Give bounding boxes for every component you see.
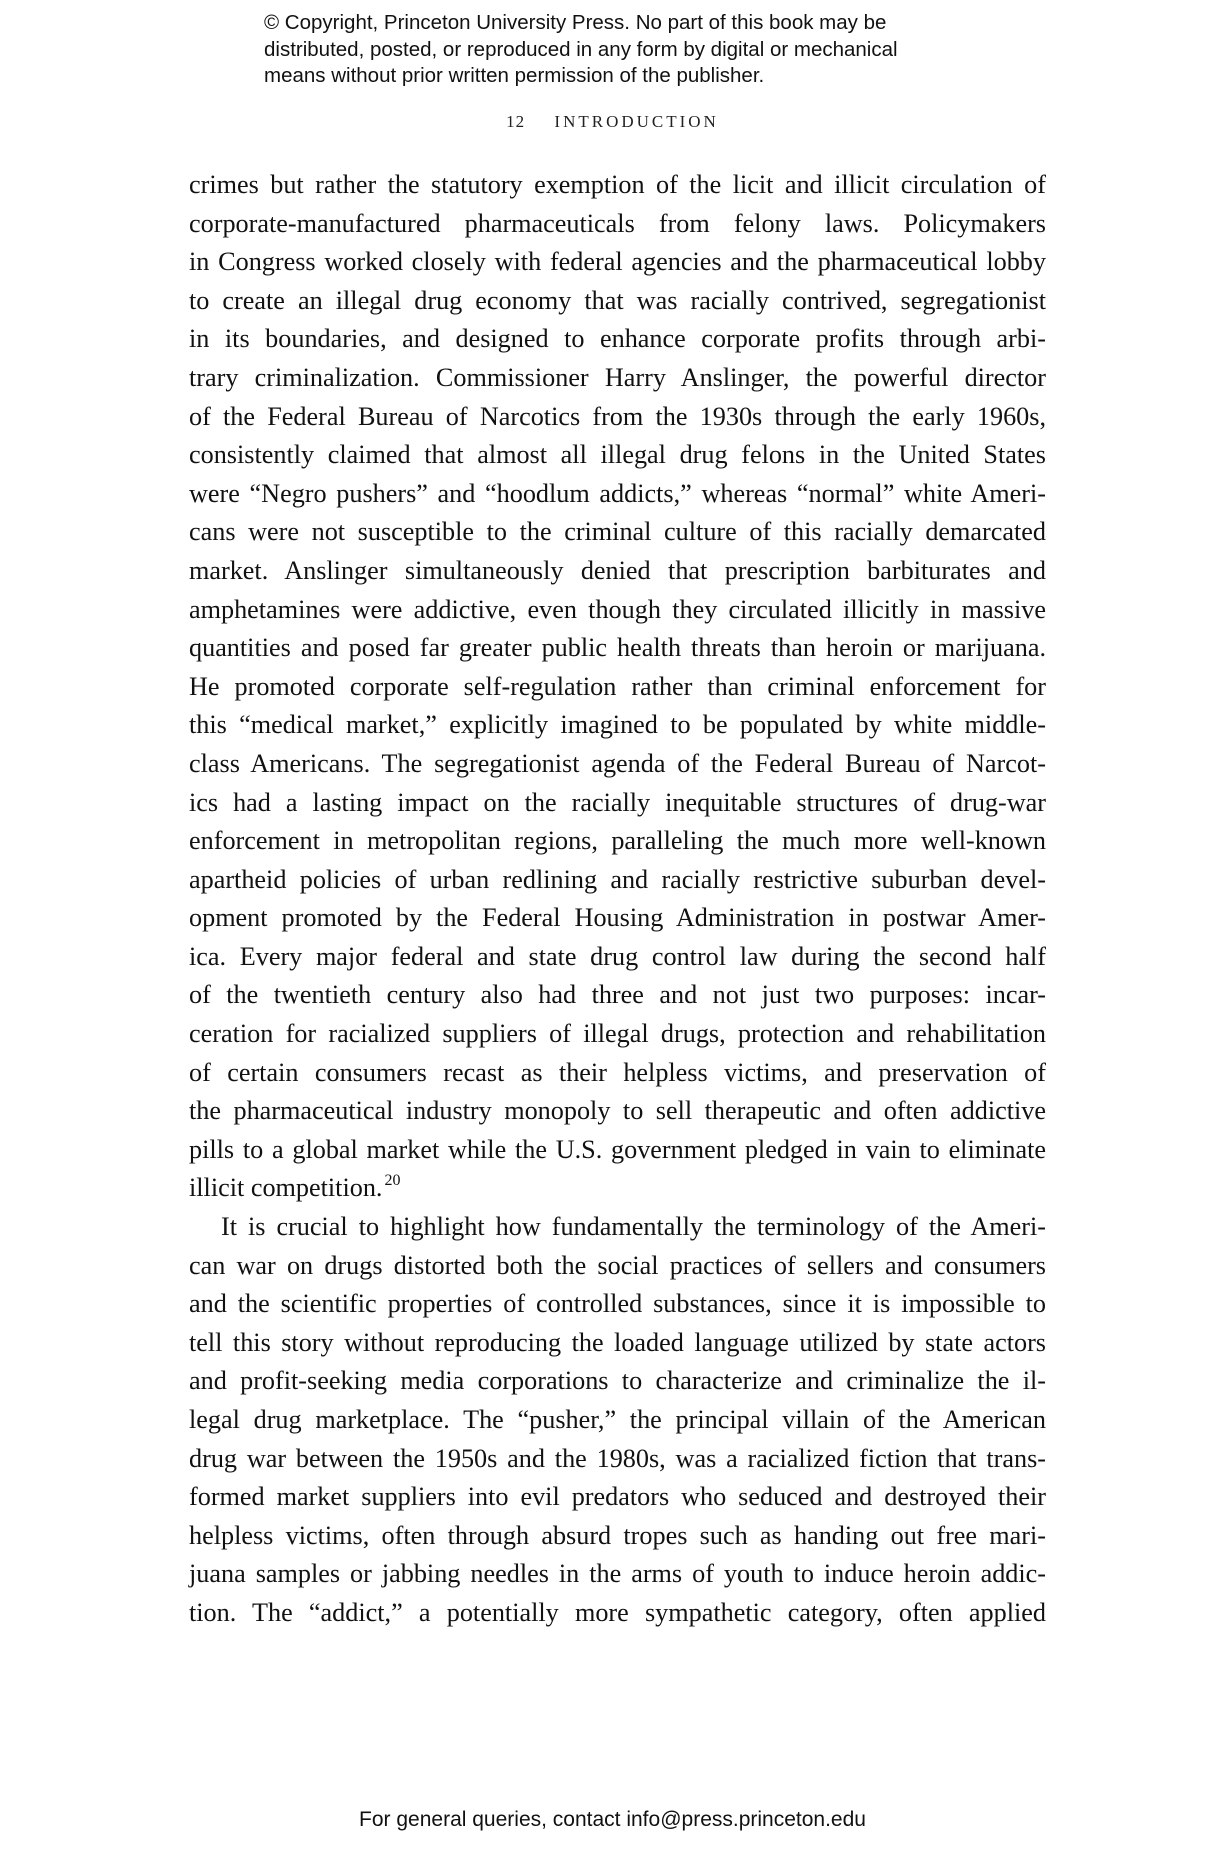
text-line: amphetamines were addictive, even though they circulated illicitly in massive xyxy=(189,594,1046,624)
body-text xyxy=(189,166,1046,1633)
text-line: market. Anslinger simultaneously denied that prescription barbiturates and xyxy=(189,555,1046,585)
text-line: tion. The “addict,” a potentially more sympathetic category, often applied xyxy=(189,1597,1046,1627)
chapter-title: INTRODUCTION xyxy=(554,112,719,131)
text-line: pills to a global market while the U.S. government pledged in vain to eliminate xyxy=(189,1134,1046,1164)
text-line: opment promoted by the Federal Housing Administration in postwar Amer- xyxy=(189,903,1046,933)
text-line: ics had a lasting impact on the racially inequitable structures of drug-war xyxy=(189,787,1046,817)
copyright-line: distributed, posted, or reproduced in any form by digital or mechanical xyxy=(264,37,898,61)
text-line: were “Negro pushers” and “hoodlum addicts,” whereas “normal” white Ameri- xyxy=(189,478,1046,508)
text-line: of the Federal Bureau of Narcotics from the 1930s through the early 1960s, xyxy=(189,401,1046,431)
text-line: legal drug marketplace. The “pusher,” the principal villain of the American xyxy=(189,1405,1046,1434)
text-line: crimes but rather the statutory exemption of the licit and illicit circulation of xyxy=(189,170,1046,199)
text-line: of the twentieth century also had three and not just two purposes: incar- xyxy=(189,980,1046,1010)
text-line: and profit-seeking media corporations to characterize and criminalize the il- xyxy=(189,1366,1046,1396)
page-number: 12 xyxy=(506,112,526,131)
paragraph-2 xyxy=(189,1208,1046,1633)
text-line: enforcement in metropolitan regions, paralleling the much more well-known xyxy=(189,826,1046,856)
text-line: It is crucial to highlight how fundamentally the terminology of the Ameri- xyxy=(221,1212,1046,1242)
text-line: of certain consumers recast as their helpless victims, and preservation of xyxy=(189,1057,1046,1087)
text-line-last xyxy=(189,1169,1046,1208)
text-line: consistently claimed that almost all illegal drug felons in the United States xyxy=(189,440,1046,470)
text-line: quantities and posed far greater public health threats than heroin or marijuana. xyxy=(189,633,1046,663)
text-line: in Congress worked closely with federal agencies and the pharmaceutical lobby xyxy=(189,247,1046,277)
paragraph-1 xyxy=(189,166,1046,1208)
text-line: drug war between the 1950s and the 1980s, was a racialized fiction that trans- xyxy=(189,1443,1046,1473)
text-line: cans were not susceptible to the criminal culture of this racially demarcated xyxy=(189,517,1046,547)
footer-contact: For general queries, contact info@press.princeton.edu xyxy=(359,1808,866,1831)
text-line: formed market suppliers into evil predators who seduced and destroyed their xyxy=(189,1482,1046,1512)
text-line: to create an illegal drug economy that was racially contrived, segregationist xyxy=(189,285,1046,315)
text-line: this “medical market,” explicitly imagined to be populated by white middle- xyxy=(189,710,1046,740)
copyright-line: © Copyright, Princeton University Press. No part of this book may be xyxy=(264,11,887,34)
text-line: helpless victims, often through absurd tropes such as handing out free mari- xyxy=(189,1520,1046,1550)
text-line: He promoted corporate self-regulation rather than criminal enforcement for xyxy=(189,671,1046,701)
running-head xyxy=(0,112,1225,132)
text-line: can war on drugs distorted both the social practices of sellers and consumers xyxy=(189,1250,1046,1280)
last-line-text: illicit competition. xyxy=(189,1173,383,1203)
text-line: class Americans. The segregationist agenda of the Federal Bureau of Narcot- xyxy=(189,748,1046,778)
text-line: juana samples or jabbing needles in the arms of youth to induce heroin addic- xyxy=(189,1559,1046,1589)
text-line: the pharmaceutical industry monopoly to sell therapeutic and often addictive xyxy=(189,1096,1046,1126)
text-line: tell this story without reproducing the loaded language utilized by state actors xyxy=(189,1327,1046,1357)
text-line: ica. Every major federal and state drug control law during the second half xyxy=(189,941,1046,971)
footnote-reference[interactable]: 20 xyxy=(384,1172,401,1190)
copyright-line: means without prior written permission of the publisher. xyxy=(264,64,765,87)
text-line: apartheid policies of urban redlining and racially restrictive suburban devel- xyxy=(189,864,1046,894)
text-line: corporate-manufactured pharmaceuticals from felony laws. Policymakers xyxy=(189,208,1046,238)
text-line: and the scientific properties of controlled substances, since it is impossible to xyxy=(189,1289,1046,1319)
text-line: ceration for racialized suppliers of illegal drugs, protection and rehabilitation xyxy=(189,1019,1046,1049)
text-line: trary criminalization. Commissioner Harry Anslinger, the powerful director xyxy=(189,362,1046,392)
copyright-notice xyxy=(264,10,1024,90)
text-line: in its boundaries, and designed to enhance corporate profits through arbi- xyxy=(189,324,1046,354)
